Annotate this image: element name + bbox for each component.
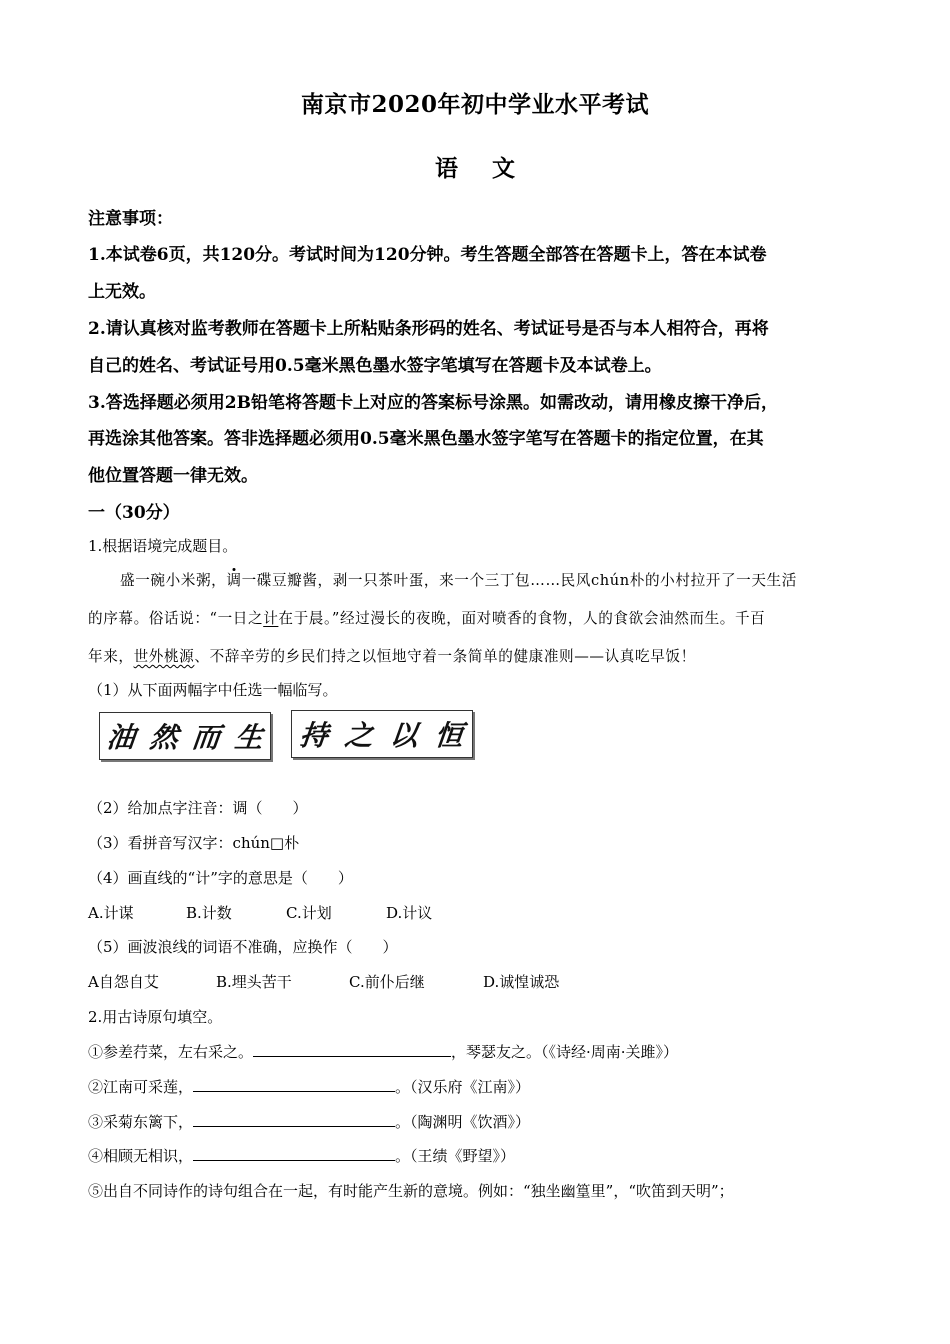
answer-blank[interactable] <box>253 1044 451 1057</box>
calligraphy-char: 生 <box>232 721 265 754</box>
section-heading: 一（30分） <box>88 503 180 523</box>
question-stem: 1.根据语境完成题目。 <box>88 537 238 555</box>
passage-line: 的序幕。俗话说：“一日之计在于晨。”经过漫长的夜晚，面对喷香的食物，人的食欲会油然而生。千百 <box>88 610 766 627</box>
wavy-underlined-word: 世外桃源 <box>133 648 195 665</box>
subject-char: 文 <box>492 155 515 182</box>
dotted-char: 调 <box>226 572 242 589</box>
exam-title: 南京市2020年初中学业水平考试 <box>300 91 649 118</box>
calligraphy-char: 以 <box>388 719 421 752</box>
notice-line: 1.本试卷6页，共120分。考试时间为120分钟。考生答题全部答在答题卡上，答在本试卷 <box>88 245 767 265</box>
option: B.计数 <box>186 904 232 922</box>
notice-line: 3.答选择题必须用2B铅笔将答题卡上对应的答案标号涂黑。如需改动，请用橡皮擦干净后， <box>88 393 778 413</box>
option: C.计划 <box>286 904 332 922</box>
answer-blank[interactable] <box>193 1079 395 1092</box>
sub-question: （4）画直线的“计”字的意思是（ ） <box>88 869 353 887</box>
notice-line: 自己的姓名、考试证号用0.5毫米黑色墨水签字笔填写在答题卡及本试卷上。 <box>88 356 662 376</box>
calligraphy-char: 而 <box>190 721 222 754</box>
answer-options <box>88 902 432 923</box>
calligraphy-char: 持 <box>298 719 331 752</box>
notice-heading: 注意事项： <box>88 209 173 229</box>
answer-blank[interactable] <box>193 1148 395 1161</box>
passage-line: 年来，世外桃源、不辞辛劳的乡民们持之以恒地守着一条简单的健康准则——认真吃早饭！ <box>88 648 696 665</box>
sub-question: （2）给加点字注音：调（ ） <box>88 799 308 817</box>
notice-line: 2.请认真核对监考教师在答题卡上所粘贴条形码的姓名、考试证号是否与本人相符合，再将 <box>88 319 769 339</box>
option: A.计谋 <box>88 904 134 922</box>
calligraphy-char: 然 <box>147 721 180 754</box>
sub-question: （3）看拼音写汉字：chún□朴 <box>88 834 300 852</box>
underlined-char: 计 <box>263 610 279 627</box>
subject-title <box>0 150 950 183</box>
calligraphy-char: 油 <box>105 721 137 754</box>
option: D.诚惶诚恐 <box>483 973 560 991</box>
calligraphy-char: 之 <box>343 719 376 752</box>
sub-question: （5）画波浪线的词语不准确，应换作（ ） <box>88 938 398 956</box>
answer-blank[interactable] <box>193 1114 395 1127</box>
notice-line: 他位置答题一律无效。 <box>88 466 258 486</box>
sub-question: （1）从下面两幅字中任选一幅临写。 <box>88 681 338 699</box>
option: C.前仆后继 <box>349 973 425 991</box>
poem-item: ④相顾无相识， 。（王绩《野望》） <box>88 1147 516 1165</box>
option: A自怨自艾 <box>88 973 159 991</box>
poem-item: ③采菊东篱下， 。（陶渊明《饮酒》） <box>88 1113 531 1131</box>
answer-options <box>88 971 559 992</box>
poem-item: ①参差荇菜，左右采之。 ，琴瑟友之。（《诗经·周南·关雎》） <box>88 1043 679 1061</box>
notice-line: 再选涂其他答案。答非选择题必须用0.5毫米黑色墨水签字笔写在答题卡的指定位置，在其 <box>88 429 764 449</box>
poem-item: ②江南可采莲， 。（汉乐府《江南》） <box>88 1078 531 1096</box>
calligraphy-sample-2 <box>291 710 473 758</box>
question-stem: 2.用古诗原句填空。 <box>88 1008 223 1026</box>
calligraphy-char: 恒 <box>433 719 466 752</box>
passage-line: 盛一碗小米粥，调一碟豆瓣酱，剥一只茶叶蛋，来一个三丁包……民风chún朴的小村拉开了一天生活 <box>120 572 797 589</box>
notice-line: 上无效。 <box>88 282 156 302</box>
option: D.计议 <box>386 904 433 922</box>
calligraphy-sample-1 <box>99 712 271 760</box>
option: B.埋头苦干 <box>216 973 292 991</box>
poem-item: ⑤出自不同诗作的诗句组合在一起，有时能产生新的意境。例如：“独坐幽篁里”，“吹笛到天明”； <box>88 1182 734 1200</box>
subject-char: 语 <box>435 155 458 182</box>
